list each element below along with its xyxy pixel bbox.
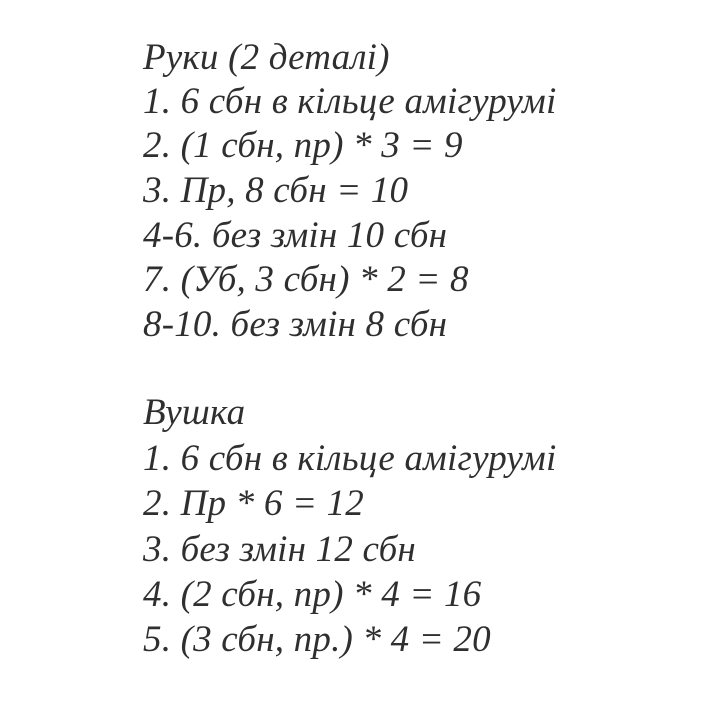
pattern-row: 4. (2 сбн, пр) * 4 = 16 — [143, 574, 482, 615]
pattern-row: 5. (3 сбн, пр.) * 4 = 20 — [143, 619, 491, 660]
pattern-row: 1. 6 сбн в кільце амігурумі — [143, 81, 557, 122]
pattern-row: 1. 6 сбн в кільце амігурумі — [143, 438, 557, 479]
pattern-row: 8-10. без змін 8 сбн — [143, 304, 448, 345]
pattern-row: 2. Пр * 6 = 12 — [143, 483, 364, 524]
pattern-row: 3. Пр, 8 сбн = 10 — [143, 170, 409, 211]
section-title-arms: Руки (2 деталі) — [143, 37, 390, 78]
pattern-row: 2. (1 сбн, пр) * 3 = 9 — [143, 125, 463, 166]
pattern-row: 7. (Уб, 3 сбн) * 2 = 8 — [143, 259, 469, 300]
section-title-ears: Вушка — [143, 392, 246, 433]
pattern-row: 4-6. без змін 10 сбн — [143, 215, 448, 256]
pattern-row: 3. без змін 12 сбн — [143, 529, 416, 570]
